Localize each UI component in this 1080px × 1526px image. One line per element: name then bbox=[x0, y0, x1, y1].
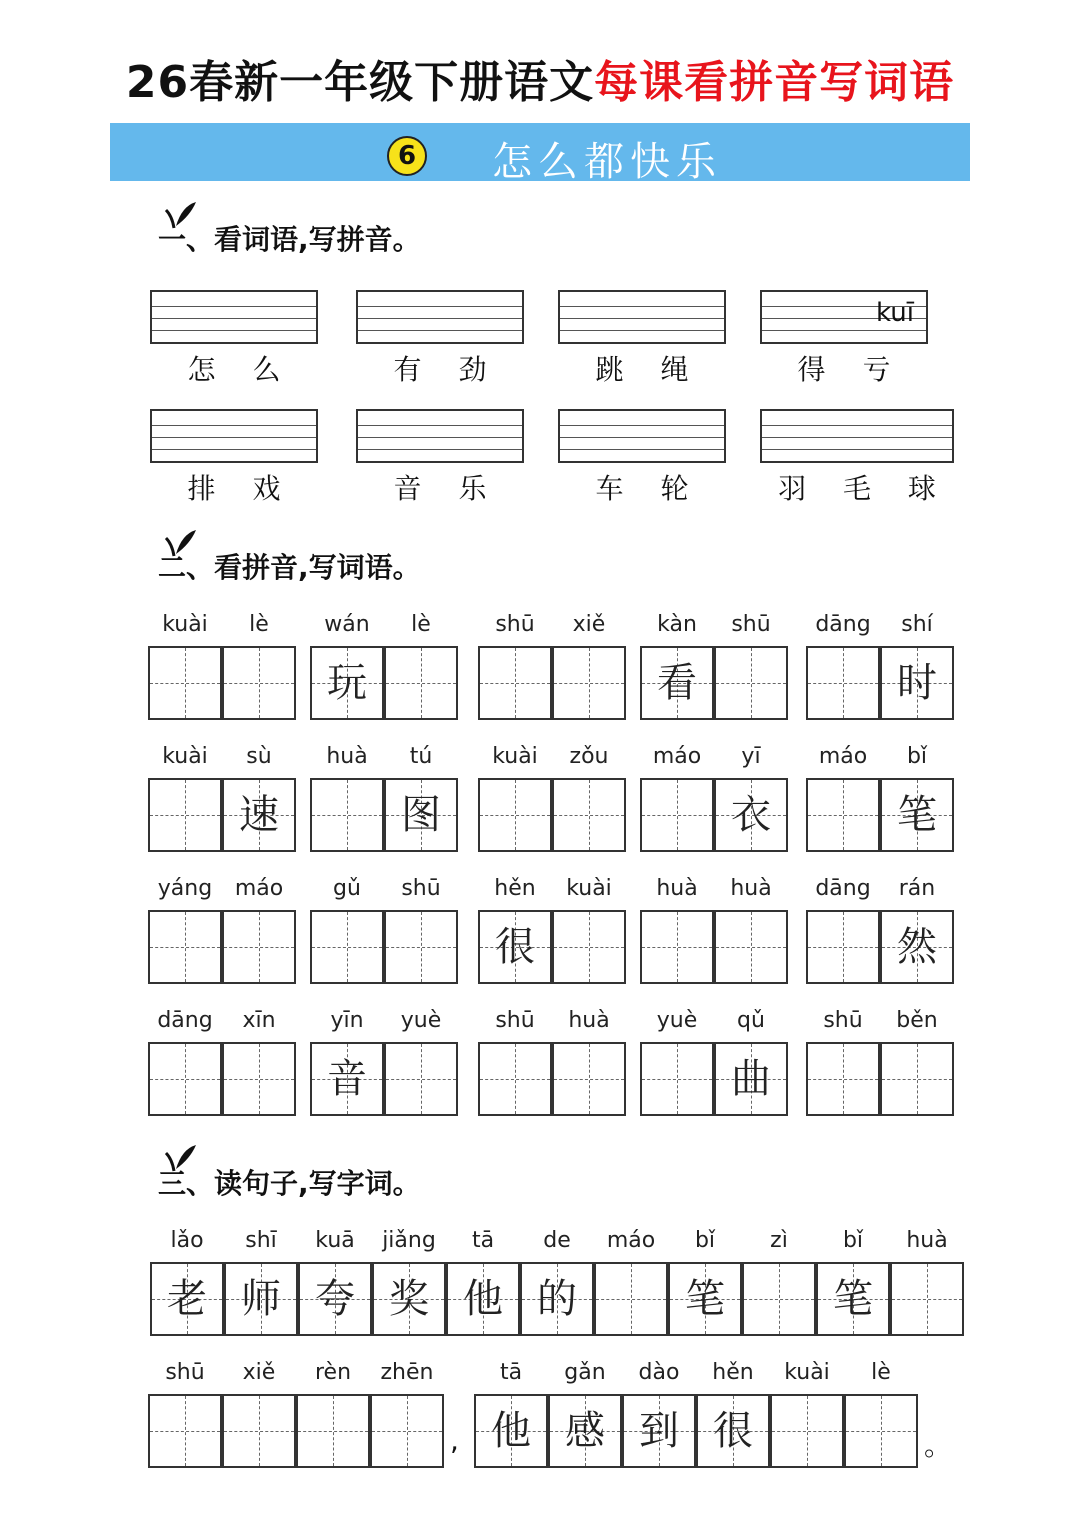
pinyin-answer: kuī bbox=[876, 298, 914, 328]
given-character: 然 bbox=[897, 924, 937, 970]
pinyin-label: lè bbox=[249, 612, 269, 637]
grid-guide bbox=[480, 683, 550, 684]
tian-zi-cell[interactable] bbox=[770, 1394, 844, 1468]
tian-zi-cell bbox=[622, 1394, 696, 1468]
pinyin-writing-box[interactable] bbox=[356, 290, 524, 344]
tian-zi-cell[interactable] bbox=[640, 1042, 714, 1116]
grid-guide bbox=[772, 1431, 842, 1432]
grid-guide bbox=[150, 815, 220, 816]
tian-zi-cell[interactable] bbox=[880, 1042, 954, 1116]
pinyin-writing-box[interactable] bbox=[558, 409, 726, 463]
tian-zi-cell[interactable] bbox=[552, 778, 626, 852]
tian-zi-cell bbox=[224, 1262, 298, 1336]
pinyin-label: kuài bbox=[162, 744, 208, 769]
pinyin-label: yuè bbox=[656, 1008, 698, 1033]
pinyin-label: wán bbox=[324, 612, 370, 637]
pinyin-label: máo bbox=[818, 744, 868, 769]
pinyin-label: xiě bbox=[242, 1360, 276, 1385]
word-characters: 怎 么 bbox=[187, 353, 281, 386]
pinyin-label: kuài bbox=[784, 1360, 830, 1385]
pinyin-label: kuā bbox=[315, 1228, 355, 1253]
guide-line bbox=[560, 318, 724, 319]
pinyin-writing-box[interactable] bbox=[558, 290, 726, 344]
pinyin-label: kuài bbox=[492, 744, 538, 769]
given-character: 他 bbox=[491, 1408, 531, 1454]
grid-guide bbox=[808, 1079, 878, 1080]
pinyin-label: jiǎng bbox=[382, 1228, 436, 1253]
tian-zi-cell bbox=[696, 1394, 770, 1468]
pinyin-writing-box[interactable] bbox=[150, 409, 318, 463]
given-character: 速 bbox=[239, 792, 279, 838]
grid-guide bbox=[298, 1431, 368, 1432]
pinyin-label: huà bbox=[326, 744, 368, 769]
section-1-heading: 一、看词语,写拼音。 bbox=[158, 223, 421, 256]
tian-zi-cell[interactable] bbox=[148, 778, 222, 852]
pinyin-label: máo bbox=[234, 876, 284, 901]
tian-zi-cell[interactable] bbox=[714, 646, 788, 720]
tian-zi-cell[interactable] bbox=[806, 778, 880, 852]
pinyin-label: huà bbox=[568, 1008, 610, 1033]
tian-zi-cell bbox=[880, 778, 954, 852]
grid-guide bbox=[150, 947, 220, 948]
grid-guide bbox=[642, 815, 712, 816]
comma: , bbox=[450, 1424, 459, 1457]
tian-zi-cell[interactable] bbox=[222, 646, 296, 720]
tian-zi-cell bbox=[520, 1262, 594, 1336]
title-black-part: 26春新一年级下册语文 bbox=[125, 57, 595, 108]
tian-zi-cell bbox=[446, 1262, 520, 1336]
tian-zi-cell[interactable] bbox=[222, 1042, 296, 1116]
given-character: 感 bbox=[565, 1408, 605, 1454]
grid-guide bbox=[312, 947, 382, 948]
tian-zi-cell bbox=[372, 1262, 446, 1336]
pinyin-label: dāng bbox=[157, 1008, 213, 1033]
tian-zi-cell[interactable] bbox=[148, 1042, 222, 1116]
pinyin-label: xiě bbox=[572, 612, 606, 637]
lesson-number-badge: 6 bbox=[387, 136, 427, 176]
pinyin-label: máo bbox=[652, 744, 702, 769]
given-character: 师 bbox=[241, 1276, 281, 1322]
given-character: 曲 bbox=[731, 1056, 771, 1102]
pinyin-label: yī bbox=[741, 744, 761, 769]
pinyin-label: de bbox=[543, 1228, 571, 1253]
pinyin-label: shī bbox=[245, 1228, 277, 1253]
tian-zi-cell[interactable] bbox=[222, 910, 296, 984]
pinyin-label: bǐ bbox=[842, 1228, 864, 1253]
grid-guide bbox=[480, 815, 550, 816]
pinyin-label: shū bbox=[495, 1008, 535, 1033]
guide-line bbox=[560, 425, 724, 426]
pinyin-label: qǔ bbox=[737, 1008, 765, 1033]
pinyin-label: dāng bbox=[815, 612, 871, 637]
grid-guide bbox=[150, 1079, 220, 1080]
grid-guide bbox=[554, 947, 624, 948]
tian-zi-cell[interactable] bbox=[384, 1042, 458, 1116]
grid-guide bbox=[744, 1299, 814, 1300]
tian-zi-cell[interactable] bbox=[594, 1262, 668, 1336]
pinyin-label: yáng bbox=[157, 876, 213, 901]
tian-zi-cell[interactable] bbox=[148, 646, 222, 720]
guide-line bbox=[152, 437, 316, 438]
pinyin-label: kàn bbox=[657, 612, 697, 637]
word-characters: 排 戏 bbox=[187, 472, 281, 505]
grid-guide bbox=[480, 1079, 550, 1080]
pinyin-label: gǔ bbox=[333, 876, 361, 901]
section-3-heading: 三、读句子,写字词。 bbox=[158, 1167, 421, 1200]
grid-guide bbox=[554, 815, 624, 816]
tian-zi-cell[interactable] bbox=[844, 1394, 918, 1468]
grid-guide bbox=[846, 1431, 916, 1432]
tian-zi-cell[interactable] bbox=[806, 1042, 880, 1116]
pinyin-label: hěn bbox=[712, 1360, 754, 1385]
tian-zi-cell[interactable] bbox=[222, 1394, 296, 1468]
tian-zi-cell[interactable] bbox=[478, 646, 552, 720]
guide-line bbox=[560, 449, 724, 450]
tian-zi-cell bbox=[668, 1262, 742, 1336]
guide-line bbox=[762, 330, 926, 331]
given-character: 夸 bbox=[315, 1276, 355, 1322]
given-character: 笔 bbox=[833, 1276, 873, 1322]
pinyin-writing-box[interactable] bbox=[760, 290, 928, 344]
word-characters: 车 轮 bbox=[595, 472, 689, 505]
given-character: 图 bbox=[401, 792, 441, 838]
section-2-heading: 二、看拼音,写词语。 bbox=[158, 551, 421, 584]
given-character: 笔 bbox=[685, 1276, 725, 1322]
given-character: 的 bbox=[537, 1276, 577, 1322]
guide-line bbox=[358, 425, 522, 426]
tian-zi-cell bbox=[298, 1262, 372, 1336]
pinyin-label: tā bbox=[499, 1360, 523, 1385]
tian-zi-cell[interactable] bbox=[890, 1262, 964, 1336]
pinyin-label: běn bbox=[896, 1008, 938, 1033]
given-character: 玩 bbox=[327, 660, 367, 706]
tian-zi-cell[interactable] bbox=[640, 778, 714, 852]
pinyin-writing-box[interactable] bbox=[760, 409, 954, 463]
guide-line bbox=[152, 330, 316, 331]
grid-guide bbox=[642, 947, 712, 948]
tian-zi-cell[interactable] bbox=[384, 646, 458, 720]
given-character: 老 bbox=[167, 1276, 207, 1322]
given-character: 很 bbox=[713, 1408, 753, 1454]
guide-line bbox=[762, 437, 952, 438]
tian-zi-cell[interactable] bbox=[384, 910, 458, 984]
pinyin-label: yuè bbox=[400, 1008, 442, 1033]
grid-guide bbox=[892, 1299, 962, 1300]
grid-guide bbox=[224, 683, 294, 684]
pinyin-label: huà bbox=[906, 1228, 948, 1253]
guide-line bbox=[358, 330, 522, 331]
guide-line bbox=[152, 449, 316, 450]
grid-guide bbox=[596, 1299, 666, 1300]
given-character: 看 bbox=[657, 660, 697, 706]
pinyin-label: dào bbox=[638, 1360, 680, 1385]
grid-guide bbox=[386, 947, 456, 948]
tian-zi-cell bbox=[816, 1262, 890, 1336]
given-character: 很 bbox=[495, 924, 535, 970]
grid-guide bbox=[554, 683, 624, 684]
given-character: 他 bbox=[463, 1276, 503, 1322]
tian-zi-cell bbox=[310, 646, 384, 720]
tian-zi-cell bbox=[714, 778, 788, 852]
word-characters: 得 亏 bbox=[797, 353, 891, 386]
pinyin-label: hěn bbox=[494, 876, 536, 901]
tian-zi-cell[interactable] bbox=[478, 778, 552, 852]
tian-zi-cell bbox=[474, 1394, 548, 1468]
tian-zi-cell[interactable] bbox=[552, 646, 626, 720]
pinyin-label: máo bbox=[606, 1228, 656, 1253]
pinyin-label: rán bbox=[898, 876, 936, 901]
lesson-title: 怎么都快乐 bbox=[492, 139, 722, 185]
pinyin-label: kuài bbox=[162, 612, 208, 637]
tian-zi-cell[interactable] bbox=[552, 910, 626, 984]
tian-zi-cell bbox=[384, 778, 458, 852]
grid-guide bbox=[386, 683, 456, 684]
guide-line bbox=[358, 437, 522, 438]
tian-zi-cell[interactable] bbox=[148, 1394, 222, 1468]
given-character: 衣 bbox=[731, 792, 771, 838]
guide-line bbox=[152, 306, 316, 307]
pinyin-label: zhēn bbox=[380, 1360, 434, 1385]
tian-zi-cell bbox=[714, 1042, 788, 1116]
pinyin-label: lè bbox=[871, 1360, 891, 1385]
tian-zi-cell[interactable] bbox=[370, 1394, 444, 1468]
pinyin-label: shū bbox=[401, 876, 441, 901]
grid-guide bbox=[224, 1431, 294, 1432]
tian-zi-cell[interactable] bbox=[552, 1042, 626, 1116]
grid-guide bbox=[372, 1431, 442, 1432]
pinyin-label: huà bbox=[656, 876, 698, 901]
grid-guide bbox=[882, 1079, 952, 1080]
guide-line bbox=[358, 318, 522, 319]
pinyin-label: shí bbox=[901, 612, 933, 637]
grid-guide bbox=[808, 947, 878, 948]
tian-zi-cell[interactable] bbox=[640, 910, 714, 984]
given-character: 到 bbox=[639, 1408, 679, 1454]
given-character: 笔 bbox=[897, 792, 937, 838]
tian-zi-cell[interactable] bbox=[806, 910, 880, 984]
pinyin-label: tā bbox=[471, 1228, 495, 1253]
word-characters: 有 劲 bbox=[393, 353, 487, 386]
pinyin-label: huà bbox=[730, 876, 772, 901]
tian-zi-cell[interactable] bbox=[714, 910, 788, 984]
tian-zi-cell[interactable] bbox=[148, 910, 222, 984]
guide-line bbox=[762, 449, 952, 450]
tian-zi-cell bbox=[880, 646, 954, 720]
grid-guide bbox=[642, 1079, 712, 1080]
guide-line bbox=[358, 306, 522, 307]
given-character: 时 bbox=[897, 660, 937, 706]
word-characters: 跳 绳 bbox=[595, 353, 689, 386]
pinyin-label: kuài bbox=[566, 876, 612, 901]
given-character: 音 bbox=[327, 1056, 367, 1102]
pinyin-writing-box[interactable] bbox=[356, 409, 524, 463]
tian-zi-cell bbox=[880, 910, 954, 984]
given-character: 奖 bbox=[389, 1276, 429, 1322]
pinyin-label: tú bbox=[409, 744, 433, 769]
guide-line bbox=[560, 306, 724, 307]
pinyin-label: gǎn bbox=[564, 1360, 606, 1385]
grid-guide bbox=[386, 1079, 456, 1080]
tian-zi-cell bbox=[548, 1394, 622, 1468]
period: 。 bbox=[924, 1429, 953, 1462]
guide-line bbox=[560, 330, 724, 331]
guide-line bbox=[152, 318, 316, 319]
pinyin-label: rèn bbox=[314, 1360, 352, 1385]
pinyin-label: shū bbox=[495, 612, 535, 637]
tian-zi-cell[interactable] bbox=[478, 1042, 552, 1116]
pinyin-label: lè bbox=[411, 612, 431, 637]
word-characters: 羽 毛 球 bbox=[778, 472, 936, 505]
grid-guide bbox=[716, 947, 786, 948]
tian-zi-cell[interactable] bbox=[806, 646, 880, 720]
pinyin-label: shū bbox=[823, 1008, 863, 1033]
pinyin-label: shū bbox=[165, 1360, 205, 1385]
pinyin-label: shū bbox=[731, 612, 771, 637]
guide-line bbox=[560, 437, 724, 438]
tian-zi-cell bbox=[150, 1262, 224, 1336]
pinyin-label: bǐ bbox=[694, 1228, 716, 1253]
pinyin-label: zì bbox=[770, 1228, 788, 1253]
grid-guide bbox=[808, 683, 878, 684]
tian-zi-cell[interactable] bbox=[310, 778, 384, 852]
tian-zi-cell[interactable] bbox=[742, 1262, 816, 1336]
guide-line bbox=[152, 425, 316, 426]
grid-guide bbox=[224, 1079, 294, 1080]
grid-guide bbox=[808, 815, 878, 816]
pinyin-label: yīn bbox=[330, 1008, 364, 1033]
grid-guide bbox=[150, 1431, 220, 1432]
grid-guide bbox=[150, 683, 220, 684]
grid-guide bbox=[716, 683, 786, 684]
tian-zi-cell bbox=[310, 1042, 384, 1116]
grid-guide bbox=[224, 947, 294, 948]
pinyin-label: dāng bbox=[815, 876, 871, 901]
pinyin-label: zǒu bbox=[569, 744, 609, 769]
grid-guide bbox=[554, 1079, 624, 1080]
tian-zi-cell[interactable] bbox=[296, 1394, 370, 1468]
pinyin-label: xīn bbox=[242, 1008, 276, 1033]
pinyin-label: sù bbox=[246, 744, 272, 769]
grid-guide bbox=[312, 815, 382, 816]
pinyin-label: bǐ bbox=[906, 744, 928, 769]
guide-line bbox=[358, 449, 522, 450]
pinyin-writing-box[interactable] bbox=[150, 290, 318, 344]
guide-line bbox=[762, 425, 952, 426]
title-red-part: 每课看拼音写词语 bbox=[594, 57, 955, 108]
tian-zi-cell bbox=[478, 910, 552, 984]
pinyin-label: lǎo bbox=[170, 1228, 204, 1253]
tian-zi-cell[interactable] bbox=[310, 910, 384, 984]
word-characters: 音 乐 bbox=[393, 472, 487, 505]
tian-zi-cell bbox=[640, 646, 714, 720]
tian-zi-cell bbox=[222, 778, 296, 852]
page-title bbox=[0, 46, 1080, 110]
